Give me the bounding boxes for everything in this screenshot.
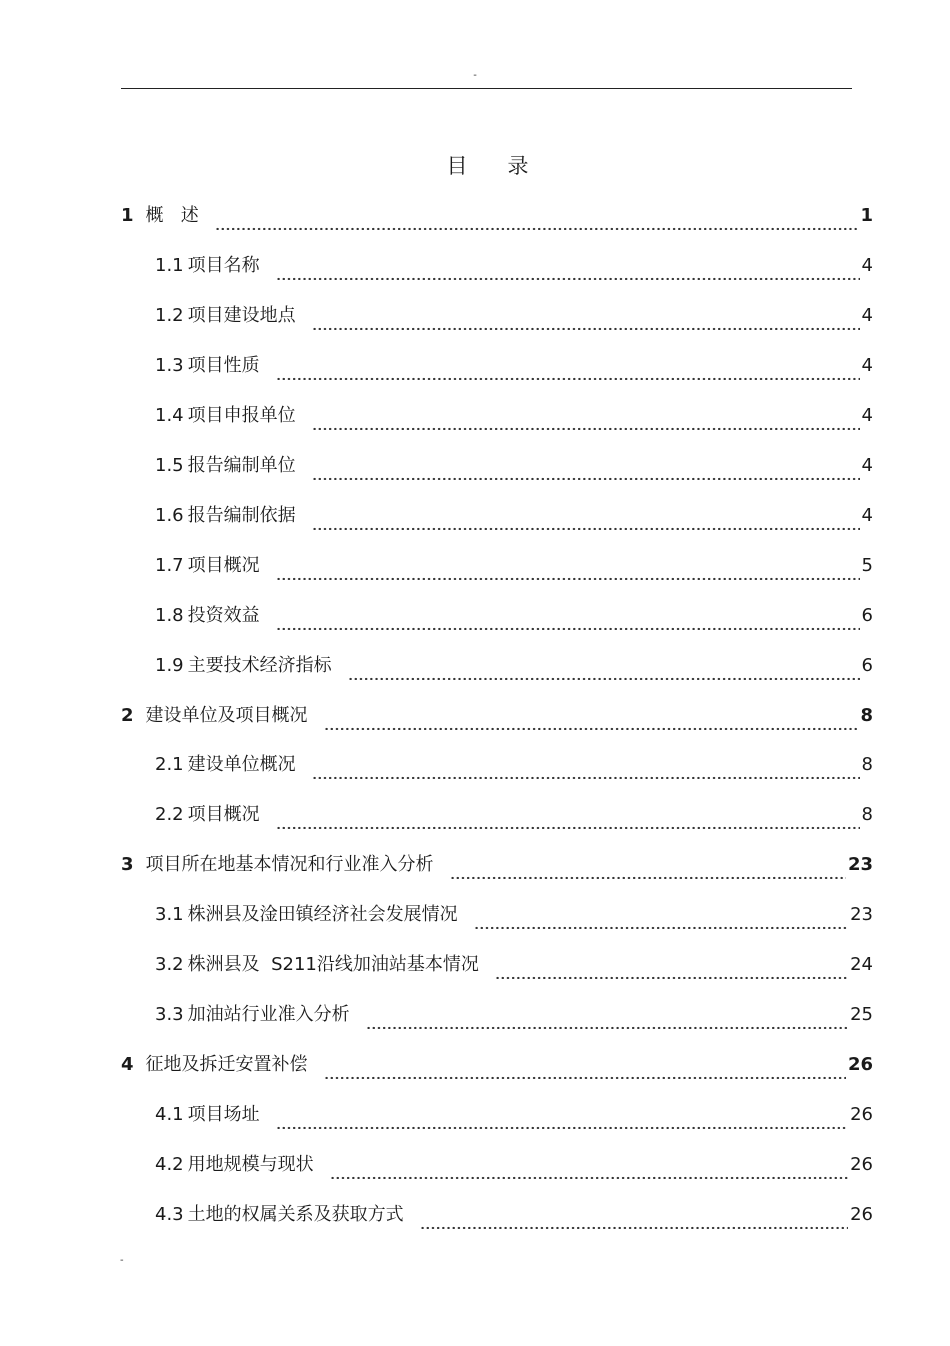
toc-dot-leader bbox=[276, 1101, 848, 1129]
toc-dot-leader bbox=[276, 252, 860, 280]
toc-entry[interactable] bbox=[155, 352, 873, 380]
toc-entry-number: 1.8 bbox=[155, 605, 184, 626]
toc-entry-number: 4.2 bbox=[155, 1154, 184, 1175]
toc-entry-label: 项目场址 bbox=[187, 1104, 260, 1125]
toc-entry-label: 报告编制单位 bbox=[187, 455, 296, 476]
toc-entry-label: 主要技术经济指标 bbox=[187, 655, 332, 676]
toc-entry-number: 1.4 bbox=[155, 405, 184, 426]
toc-entry-page: 26 bbox=[850, 1204, 873, 1225]
header-mark: - bbox=[473, 70, 477, 81]
toc-entry[interactable] bbox=[121, 202, 873, 230]
toc-entry-label: 项目建设地点 bbox=[187, 305, 296, 326]
toc-dot-leader bbox=[215, 202, 859, 230]
toc-entry-page: 23 bbox=[847, 854, 873, 875]
toc-entry-number: 2 bbox=[121, 705, 134, 726]
toc-entry-number: 1.6 bbox=[155, 505, 184, 526]
toc-dot-leader bbox=[276, 801, 860, 829]
toc-dot-leader bbox=[330, 1151, 848, 1179]
toc-entry-number: 1.1 bbox=[155, 255, 184, 276]
toc-entry-label: 项目申报单位 bbox=[187, 405, 296, 426]
toc-entry[interactable] bbox=[155, 402, 873, 430]
toc-entry-label: 项目概况 bbox=[187, 804, 260, 825]
toc-entry-page: 25 bbox=[850, 1004, 873, 1025]
toc-entry-number: 3.2 bbox=[155, 954, 184, 975]
toc-entry-page: 5 bbox=[861, 555, 873, 576]
toc-entry[interactable] bbox=[121, 702, 873, 730]
toc-entry-page: 4 bbox=[861, 355, 873, 376]
toc-entry-page: 4 bbox=[861, 405, 873, 426]
toc-entry[interactable] bbox=[155, 1201, 873, 1229]
toc-entry-page: 6 bbox=[861, 655, 873, 676]
toc-entry[interactable] bbox=[155, 252, 873, 280]
footer-mark: - bbox=[120, 1255, 124, 1266]
toc-entry-number: 1.7 bbox=[155, 555, 184, 576]
toc-entry[interactable] bbox=[155, 751, 873, 779]
toc-dot-leader bbox=[312, 402, 860, 430]
toc-entry[interactable] bbox=[155, 652, 873, 680]
toc-entry[interactable] bbox=[155, 1001, 873, 1029]
toc-entry[interactable] bbox=[121, 1051, 873, 1079]
toc-entry-number: 3.1 bbox=[155, 904, 184, 925]
toc-entry-page: 26 bbox=[847, 1054, 873, 1075]
toc-entry[interactable] bbox=[155, 801, 873, 829]
toc-dot-leader bbox=[276, 552, 860, 580]
toc-entry[interactable] bbox=[155, 452, 873, 480]
toc-entry-page: 8 bbox=[860, 705, 873, 726]
toc-dot-leader bbox=[276, 602, 860, 630]
toc-entry-label: 项目所在地基本情况和行业准入分析 bbox=[145, 854, 434, 875]
toc-entry-number: 3 bbox=[121, 854, 134, 875]
toc-entry-label: 株洲县及淦田镇经济社会发展情况 bbox=[187, 904, 458, 925]
toc-entry-page: 26 bbox=[850, 1104, 873, 1125]
toc-entry[interactable] bbox=[121, 851, 873, 879]
toc-entry-label: 投资效益 bbox=[187, 605, 260, 626]
toc-entry-label: 加油站行业准入分析 bbox=[187, 1004, 350, 1025]
toc-entry-label: 概 述 bbox=[145, 205, 199, 226]
toc-entry-label: 项目概况 bbox=[187, 555, 260, 576]
toc-entry-number: 1.3 bbox=[155, 355, 184, 376]
toc-entry-page: 4 bbox=[861, 505, 873, 526]
toc-entry-label: 用地规模与现状 bbox=[187, 1154, 314, 1175]
toc-entry-number: 2.1 bbox=[155, 754, 184, 775]
toc-entry-label: 建设单位及项目概况 bbox=[145, 705, 308, 726]
toc-entry-number: 1.5 bbox=[155, 455, 184, 476]
toc-entry[interactable] bbox=[155, 602, 873, 630]
toc-entry-number: 1.9 bbox=[155, 655, 184, 676]
toc-dot-leader bbox=[324, 1051, 846, 1079]
toc-entry-label: 株洲县及 S211沿线加油站基本情况 bbox=[187, 954, 479, 975]
toc-title-left: 目 bbox=[446, 154, 468, 178]
toc-entry-page: 8 bbox=[861, 804, 873, 825]
toc-dot-leader bbox=[495, 951, 848, 979]
toc-entry-page: 26 bbox=[850, 1154, 873, 1175]
toc-entry-page: 8 bbox=[861, 754, 873, 775]
toc-entry-label: 土地的权属关系及获取方式 bbox=[187, 1204, 404, 1225]
toc-entry-number: 4 bbox=[121, 1054, 134, 1075]
toc-entry-number: 4.3 bbox=[155, 1204, 184, 1225]
toc-entry-page: 4 bbox=[861, 255, 873, 276]
toc-entry-page: 24 bbox=[850, 954, 873, 975]
toc-entry-number: 1.2 bbox=[155, 305, 184, 326]
toc-entry[interactable] bbox=[155, 901, 873, 929]
toc-entry-label: 项目名称 bbox=[187, 255, 260, 276]
toc-dot-leader bbox=[276, 352, 860, 380]
toc-entry-number: 2.2 bbox=[155, 804, 184, 825]
toc-dot-leader bbox=[312, 502, 860, 530]
toc-entry-page: 1 bbox=[860, 205, 873, 226]
toc-dot-leader bbox=[348, 652, 860, 680]
toc-entry-page: 6 bbox=[861, 605, 873, 626]
toc-entry[interactable] bbox=[155, 951, 873, 979]
toc-dot-leader bbox=[324, 702, 859, 730]
toc-dot-leader bbox=[312, 751, 860, 779]
toc-entry-page: 23 bbox=[850, 904, 873, 925]
toc-entry-number: 1 bbox=[121, 205, 134, 226]
toc-dot-leader bbox=[450, 851, 846, 879]
toc-entry[interactable] bbox=[155, 302, 873, 330]
toc-entry[interactable] bbox=[155, 1151, 873, 1179]
toc-entry-number: 4.1 bbox=[155, 1104, 184, 1125]
toc-dot-leader bbox=[312, 302, 860, 330]
toc-dot-leader bbox=[420, 1201, 848, 1229]
toc-entry-number: 3.3 bbox=[155, 1004, 184, 1025]
toc-entry-label: 征地及拆迁安置补偿 bbox=[145, 1054, 308, 1075]
toc-title-right: 录 bbox=[507, 154, 529, 178]
toc-entry[interactable] bbox=[155, 552, 873, 580]
toc-dot-leader bbox=[312, 452, 860, 480]
toc-entry-label: 报告编制依据 bbox=[187, 505, 296, 526]
toc-entry-label: 建设单位概况 bbox=[187, 754, 296, 775]
toc-entry-page: 4 bbox=[861, 455, 873, 476]
toc-entry-label: 项目性质 bbox=[187, 355, 260, 376]
toc-entry[interactable] bbox=[155, 502, 873, 530]
toc-entry[interactable] bbox=[155, 1101, 873, 1129]
toc-dot-leader bbox=[474, 901, 848, 929]
toc-dot-leader bbox=[366, 1001, 848, 1029]
toc-entry-page: 4 bbox=[861, 305, 873, 326]
